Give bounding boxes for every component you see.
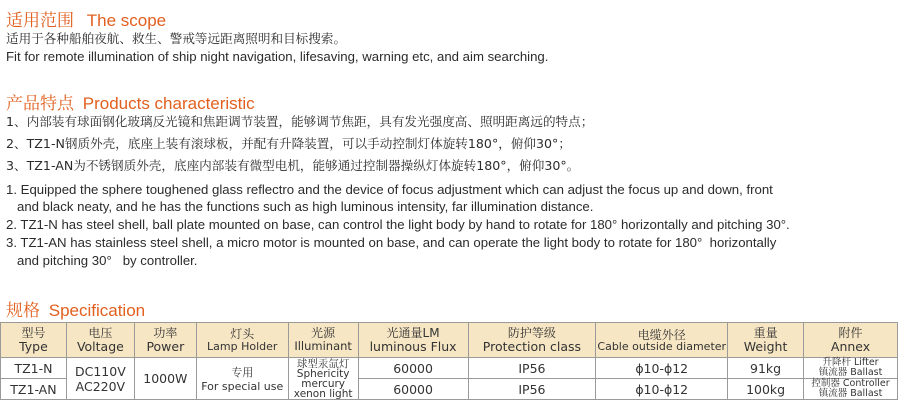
scope-heading-cn: 适用范围 bbox=[6, 11, 74, 31]
scope-heading-en: The scope bbox=[86, 11, 167, 30]
col-header-lamp-holder: 灯头 Lamp Holder bbox=[196, 323, 288, 358]
cell-weight: 91kg bbox=[728, 358, 804, 379]
col-header-weight: 重量 Weight bbox=[728, 323, 804, 358]
cell-voltage: DC110V AC220V bbox=[66, 358, 134, 400]
product-item-cn: 3、TZ1-AN为不锈钢质外壳，底座内部装有微型电机，能够通过控制器操纵灯体旋转180°，俯仰30°。 bbox=[6, 158, 580, 173]
cell-power: 1000W bbox=[134, 358, 196, 400]
spec-heading-en: Specification bbox=[48, 301, 146, 320]
col-header-protection-class: 防护等级 Protection class bbox=[468, 323, 596, 358]
col-header-annex: 附件 Annex bbox=[804, 323, 898, 358]
product-item-en: and pitching 30° by controller. bbox=[6, 253, 198, 268]
cell-weight: 100kg bbox=[728, 379, 804, 400]
product-item-cn: 2、TZ1-N钢质外壳，底座上装有滚球板，并配有升降装置，可以手动控制灯体旋转180°，俯仰30°； bbox=[6, 136, 571, 151]
col-header-voltage: 电压 Voltage bbox=[66, 323, 134, 358]
products-heading-cn: 产品特点 bbox=[6, 94, 74, 114]
cell-type: TZ1-AN bbox=[1, 379, 67, 400]
product-item-cn: 1、内部装有球面钢化玻璃反光镜和焦距调节装置，能够调节焦距，具有发光强度高、照明距离远的特点； bbox=[6, 114, 594, 129]
cell-annex: 升降杆 Lifter 镇流器 Ballast bbox=[804, 358, 898, 379]
col-header-illuminant: 光源 Illuminant bbox=[288, 323, 358, 358]
spec-table bbox=[0, 322, 898, 400]
product-item-en: 3. TZ1-AN has stainless steel shell, a micro motor is mounted on base, and can operate the light body to rotate for 180° horizontally bbox=[6, 235, 777, 250]
cell-annex: 控制器 Controller 镇流器 Ballast bbox=[804, 379, 898, 400]
products-heading bbox=[6, 89, 255, 114]
cell-protection: IP56 bbox=[468, 358, 596, 379]
cell-cable: ϕ10-ϕ12 bbox=[596, 379, 728, 400]
cell-cable: ϕ10-ϕ12 bbox=[596, 358, 728, 379]
cell-protection: IP56 bbox=[468, 379, 596, 400]
scope-text-cn: 适用于各种船舶夜航、救生、警戒等远距离照明和目标搜索。 bbox=[6, 31, 347, 46]
cell-illuminant: 球型汞氙灯 Sphericity mercury xenon light bbox=[288, 358, 358, 400]
scope-text-en: Fit for remote illumination of ship night navigation, lifesaving, warning etc, and aim searching. bbox=[6, 49, 549, 64]
cell-type: TZ1-N bbox=[1, 358, 67, 379]
cell-flux: 60000 bbox=[358, 379, 468, 400]
spec-heading bbox=[6, 296, 145, 321]
spec-header-row bbox=[1, 323, 898, 358]
col-header-type: 型号 Type bbox=[1, 323, 67, 358]
col-header-luminous-flux: 光通量LM luminous Flux bbox=[358, 323, 468, 358]
col-header-power: 功率 Power bbox=[134, 323, 196, 358]
table-row bbox=[1, 358, 898, 379]
product-item-en: and black neaty, and he has the functions such as high luminous intensity, far illumination distance. bbox=[6, 199, 594, 214]
col-header-cable-diameter: 电缆外径 Cable outside diameter bbox=[596, 323, 728, 358]
cell-flux: 60000 bbox=[358, 358, 468, 379]
spec-heading-cn: 规格 bbox=[6, 301, 40, 321]
product-item-en: 1. Equipped the sphere toughened glass reflectro and the device of focus adjustment which can adjust the focus up and down, front bbox=[6, 182, 773, 197]
products-heading-en: Products characteristic bbox=[82, 94, 255, 113]
product-item-en: 2. TZ1-N has steel shell, ball plate mounted on base, can control the light body by hand to rotate for 180° horizontally and pitching 30°. bbox=[6, 217, 790, 232]
cell-lamp-holder: 专用 For special use bbox=[196, 358, 288, 400]
scope-heading bbox=[6, 6, 166, 31]
